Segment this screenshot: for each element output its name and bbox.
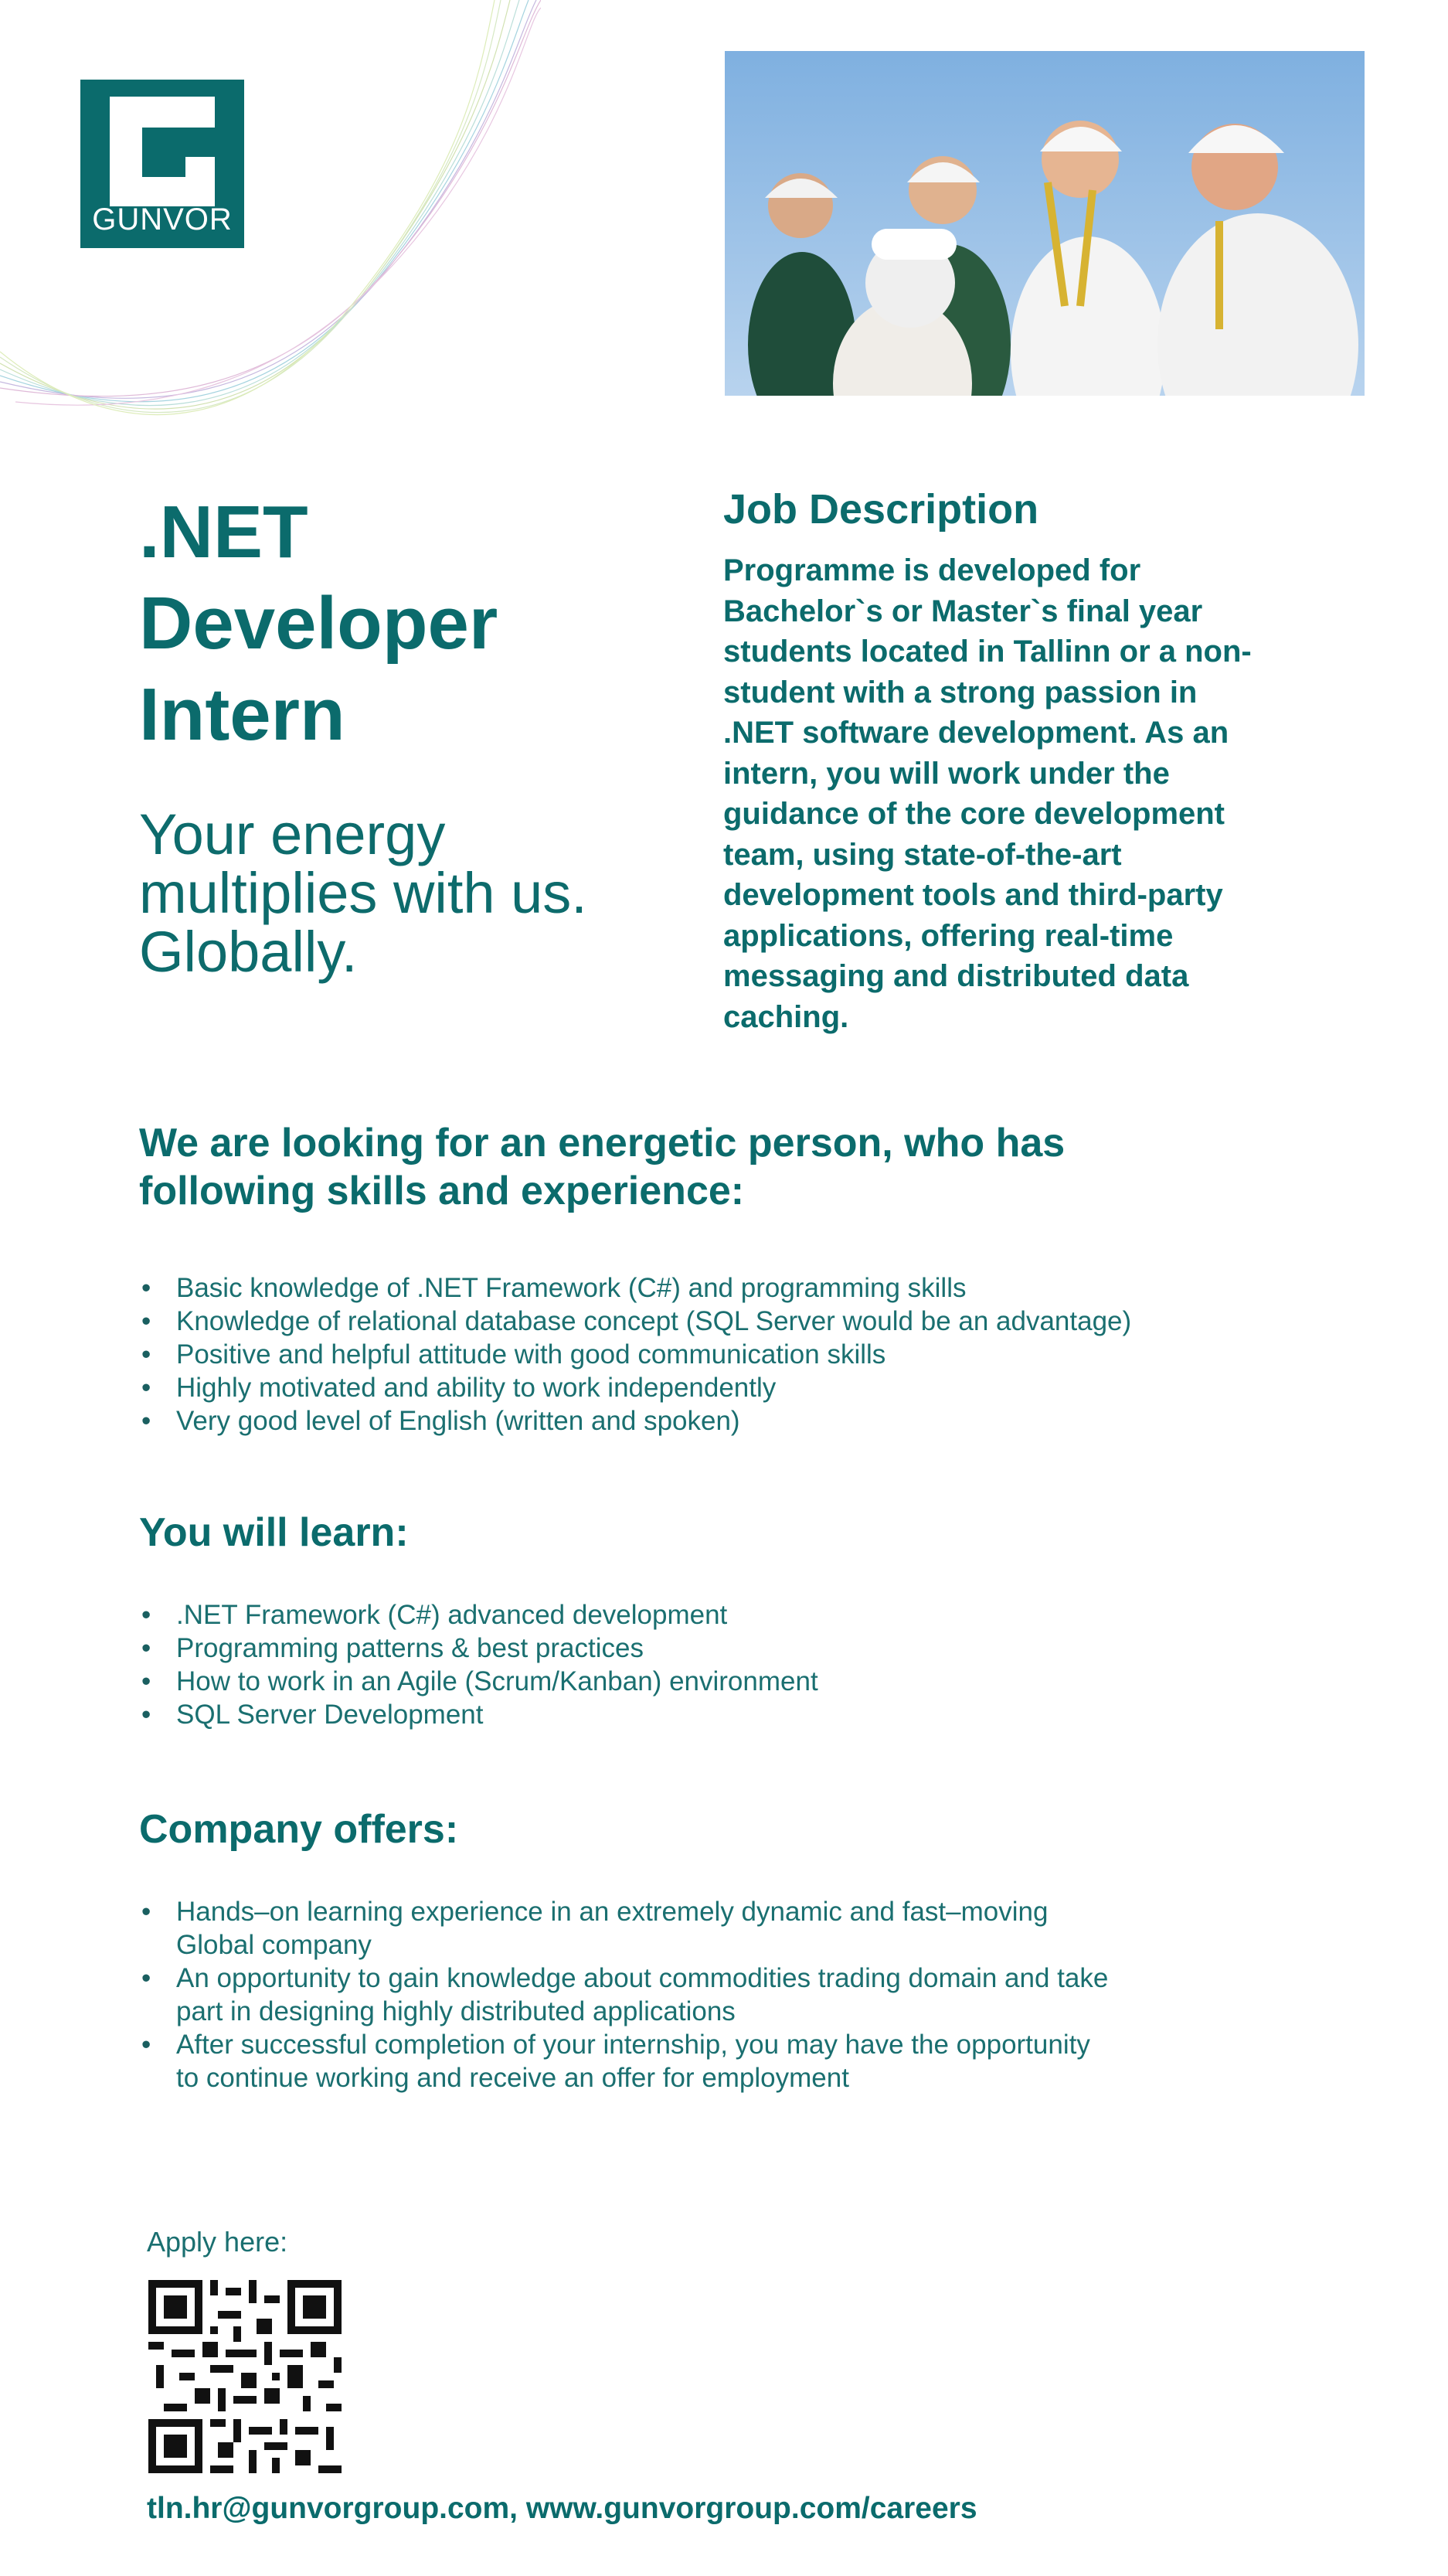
apply-label: Apply here: xyxy=(147,2226,288,2258)
skills-heading: We are looking for an energetic person, who has following skills and experience: xyxy=(139,1121,1066,1213)
tagline-line2: multiplies with us. xyxy=(139,861,587,925)
list-item: • Knowledge of relational database concept (SQL Server would be an advantage) xyxy=(139,1305,1298,1338)
contact-info[interactable]: tln.hr@gunvorgroup.com, www.gunvorgroup.com/careers xyxy=(147,2492,977,2525)
list-item: • Hands–on learning experience in an extremely dynamic and fast–moving Global company xyxy=(139,1895,1113,1962)
list-item: • Positive and helpful attitude with good communication skills xyxy=(139,1338,1298,1371)
list-item: • An opportunity to gain knowledge about commodities trading domain and take part in designing highly distributed applications xyxy=(139,1962,1113,2028)
group-photo-icon xyxy=(725,51,1365,396)
list-item: • Highly motivated and ability to work independently xyxy=(139,1371,1298,1404)
list-item: • Very good level of English (written and spoken) xyxy=(139,1404,1298,1438)
job-description-heading: Job Description xyxy=(723,486,1039,533)
team-photo xyxy=(725,51,1365,396)
learn-list xyxy=(139,1598,1298,1731)
qr-code-icon[interactable] xyxy=(148,2280,342,2473)
job-description-body: Programme is developed for Bachelor`s or Master`s final year students located in Tallinn or a non-student with a strong passion in .NET software development. As an intern, you will work under the guidance of the core development team, using state-of-the-art development tools and third-party applications, offering real-time messaging and distributed data caching. xyxy=(723,553,1252,1034)
job-title-line2: Developer xyxy=(139,582,498,665)
job-title-line3: Intern xyxy=(139,673,345,756)
skills-list xyxy=(139,1271,1298,1438)
tagline xyxy=(139,802,665,984)
list-item: • After successful completion of your internship, you may have the opportunity to continue working and receive an offer for employment xyxy=(139,2028,1113,2094)
list-item: • Programming patterns & best practices xyxy=(139,1632,1298,1665)
offers-heading: Company offers: xyxy=(139,1807,459,1852)
list-item: • Basic knowledge of .NET Framework (C#) and programming skills xyxy=(139,1271,1298,1305)
job-title xyxy=(139,487,572,761)
list-item: • How to work in an Agile (Scrum/Kanban) environment xyxy=(139,1665,1298,1698)
learn-heading: You will learn: xyxy=(139,1510,409,1555)
logo-text: GUNVOR xyxy=(92,202,233,237)
job-title-line1: .NET xyxy=(139,491,308,573)
tagline-line1: Your energy xyxy=(139,802,446,866)
tagline-line3: Globally. xyxy=(139,920,358,984)
list-item: • SQL Server Development xyxy=(139,1698,1298,1731)
list-item: • .NET Framework (C#) advanced development xyxy=(139,1598,1298,1632)
gunvor-logo xyxy=(80,80,244,248)
offers-list xyxy=(139,1895,1113,2094)
